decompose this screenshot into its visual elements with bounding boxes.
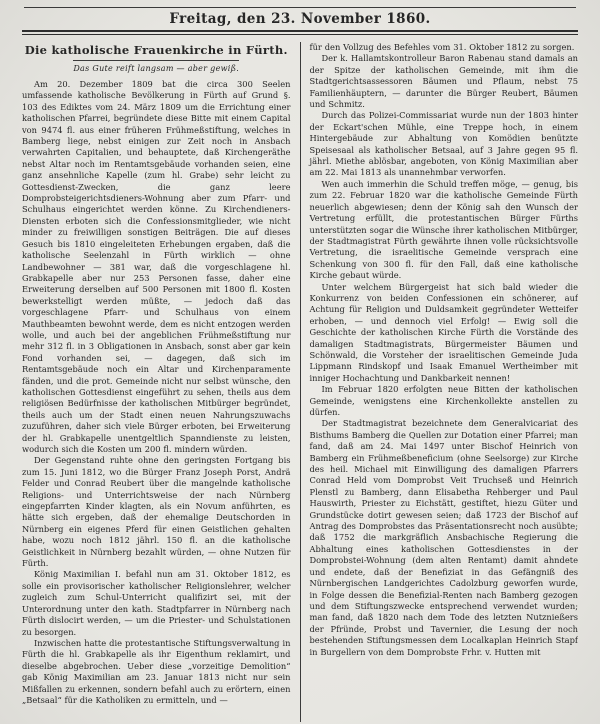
left-column [22, 42, 300, 722]
article-columns [22, 42, 578, 722]
masthead [22, 7, 578, 35]
article-paragraph: König Maximilian I. befahl nun am 31. Oktober 1812, es solle ein provisorischer katholischer Religionslehrer, welcher zugleich zum Schul-Unterricht qualifizirt sei, mit der Unterordnung unter den kath. Stadtpfarrer in Nürnberg nach Fürth dislocirt werden, — um die Priester- und Schulstationen zu besorgen. [22, 569, 291, 637]
article-paragraph: Der k. Hallamtskontrolleur Baron Rabenau stand damals an der Spitze der katholischen Gemeinde, mit ihm die Stadtgerichtsassessoren Bäumen und Pflaum, nebst 75 Familienhäuptern, — darunter die Bürger Reubert, Bäumen und Schmitz. [309, 53, 578, 110]
article-header [22, 43, 291, 73]
masthead-thick-rule [22, 30, 578, 32]
date-line: Freitag, den 23. November 1860. [169, 11, 431, 27]
masthead-thin-rule [22, 34, 578, 35]
article-paragraph: für den Vollzug des Befehles vom 31. Oktober 1812 zu sorgen. [309, 42, 575, 52]
title-rule [73, 60, 239, 61]
article-paragraph: Inzwischen hatte die protestantische Stiftungsverwaltung in Fürth die hl. Grabkapelle als ihr Eigenthum reklamirt, und dieselbe abgebrochen. Ueber diese „vorzeitige Demolition“ gab König Maximilian am 23. Januar 1813 nicht nur sein Mißfallen zu erkennen, sondern befahl auch zu erörtern, einen „Betsaal“ für die Katholiken zu ermitteln, und — [22, 637, 291, 705]
article-paragraph: Wen auch immerhin die Schuld treffen möge, — genug, bis zum 22. Februar 1820 war die katholische Gemeinde Fürth neuerlich abgewiesen; denn der König sah den Wunsch der Vertretung erfüllt, die protestantischen Bürger Fürths unterstützten sogar die Wünsche ihrer katholischen Mitbürger, der Stadtmagistrat Fürth gewährte ihnen volle rücksichtsvolle Vertretung, die israelitische Gemeinde versprach eine Schenkung von 300 fl. für den Fall, daß eine katholische Kirche gebaut würde. [309, 178, 578, 281]
article-paragraph: Im Februar 1820 erfolgten neue Bitten der katholischen Gemeinde, wenigstens eine Kirchenkollekte anstellen zu dürfen. [309, 384, 578, 417]
article-paragraph: Am 20. Dezember 1809 bat die circa 300 Seelen umfassende katholische Bevölkerung in Fürth auf Grund §. 103 des Ediktes vom 24. März 1809 um die Errichtung einer katholischen Pfarrei, begründete diese Bitte mit einem Capital von 9474 fl. aus einer früheren Frühmeßstiftung, welches in Bamberg liege, nebst einigen zur Zeit noch in Ansbach verwahrten Capitalien, und behauptete, daß Kirchengeräthe nebst Altar noch im Rentamtsgebäude vorhanden seien, eine ganz ansehnliche Kapelle (zum hl. Grabe) sehr leicht zu Gottesdienst-Zwecken, die ganz leere Domprobsteigerichtsdieners-Wohnung aber zum Pfarr- und Schulhaus eingerichtet werden könne. Zu Kirchendieners-Diensten erboten sich die Confessionsmitglieder, wie nicht minder zu freiwilligen sonstigen Beiträgen. Die auf dieses Gesuch bis 1810 eingeleiteten Erhebungen ergaben, daß die katholische Seelenzahl in Fürth wirklich — ohne Landbewohner — 381 war, daß die vorgeschlagene hl. Grabkapelle aber nur 253 Personen fasse, daher eine Erweiterung derselben auf 500 Personen mit 1800 fl. Kosten bewerkstelligt werden müßte, — jedoch daß das vorgeschlagene Pfarr- und Schulhaus von einem Mauthbeamten bewohnt werde, dem es nicht entzogen werden wolle, und auch bei der angeblichen Frühmeßstiftung nur mehr 312 fl. in 3 Obligationen in Ansbach, sonst aber gar kein Fond vorhanden sei, — dagegen, daß sich im Rentamtsgebäude noch ein Altar und Kirchenparamente fänden, und die prot. Gemeinde nicht nur selbst wünsche, den katholischen Gottesdienst eingeführt zu sehen, theils aus dem religiösen Bedürfnisse der katholischen Mitbürger begründet, theils auch um der Stadt einen neuen Nahrungszuwachs zuzuführen, daher sich viele Bürger erboten, bei Erweiterung der hl. Grabkapelle unentgeltlich Spanndienste zu leisten, wodurch sich die Kosten um 200 fl. mindern würden. [22, 79, 291, 454]
article-paragraph: Unter welchem Bürgergeist hat sich bald wieder die Konkurrenz von beiden Confessionen ein schönerer, auf Achtung für Religion und Duldsamkeit gegründeter Wetteifer erhoben, — und dennoch viel Erfolg! — Ewig soll die Geschichte der katholischen Kirche Fürth die Vorstände des damaligen Stadtmagistrats, Bürgermeister Bäumen und Schönwald, die Vorsteher der israelitischen Gemeinde Juda Lippmann Rindskopf und Isaak Emanuel Wertheimber mit inniger Hochachtung und Dankbarkeit nennen! [309, 281, 578, 383]
article-paragraph: Der Stadtmagistrat bezeichnete dem Generalvicariat des Bisthums Bamberg die Quellen zur Dotation einer Pfarrei; man fand, daß am 24. Mai 1497 unter Bischof Heinrich von Bamberg ein Frühmeßbeneficium (ohne Seelsorge) zur Kirche des heil. Michael mit Einwilligung des damaligen Pfarrers Conrad Held vom Domprobst Veit Truchseß und Heinrich Plenstl zu Bamberg, dann Elisabetha Rehberger und Paul Hauswirth, Priester zu Eichstätt, gestiftet, hiezu Güter und Grundstücke dotirt gewesen seien; daß 1723 der Bischof auf Antrag des Domprobstes das Präsentationsrecht noch ausübte; daß 1752 die markgräflich Ansbachische Regierung die Abhaltung eines katholischen Gottesdienstes in der Domprobstei-Wohnung (dem alten Rentamt) damit ahndete und endete, daß der Benefiziat in das Gefängniß des Nürnbergischen Landgerichtes Cadolzburg geworfen wurde, in Folge dessen die Benefizial-Renten nach Bamberg gezogen und dem Stiftungszwecke entsprechend verwendet wurden; man fand, daß 1820 nach dem Tode des letzten Nutznießers der Pfründe, Probst und Tavernier, die Lesung der noch bestehenden Stiftungsmessen dem Localkaplan Heinrich Stapf in Burgellern von dem Domprobste Frhr. v. Hutten mit [309, 418, 578, 657]
article-paragraph: Der Gegenstand ruhte ohne den geringsten Fortgang bis zum 15. Juni 1812, wo die Bürger Franz Joseph Porst, Andrä Felder und Conrad Reubert über die mangelnde katholische Religions- und Unterrichtsweise der nach Nürnberg eingepfarrten Kinder klagten, als ein Novum anführten, es hätte sich ergeben, daß der ehemalige Deutschorden in Nürnberg ein eigenes Pferd für einen Geistlichen gehalten habe, wozu noch 1812 jährl. 150 fl. an die katholische Geistlichkeit in Nürnberg bezahlt würden, — ohne Nutzen für Fürth. [22, 455, 291, 569]
article-title: Die katholische Frauenkirche in Fürth. [24, 43, 288, 57]
article-paragraph: Durch das Polizei-Commissariat wurde nun der 1803 hinter der Eckart'schen Mühle, eine Treppe hoch, in einem Hintergebäude zur Abhaltung von Komödien benützte Speisesaal als katholischer Betsaal, auf 3 Jahre gegen 95 fl. jährl. Miethe ablösbar, angeboten, von König Maximilian aber am 22. Mai 1813 als unannehmbar verworfen. [309, 110, 578, 178]
right-column [301, 42, 579, 722]
article-motto: Das Gute reift langsam — aber gewiß. [73, 64, 240, 73]
